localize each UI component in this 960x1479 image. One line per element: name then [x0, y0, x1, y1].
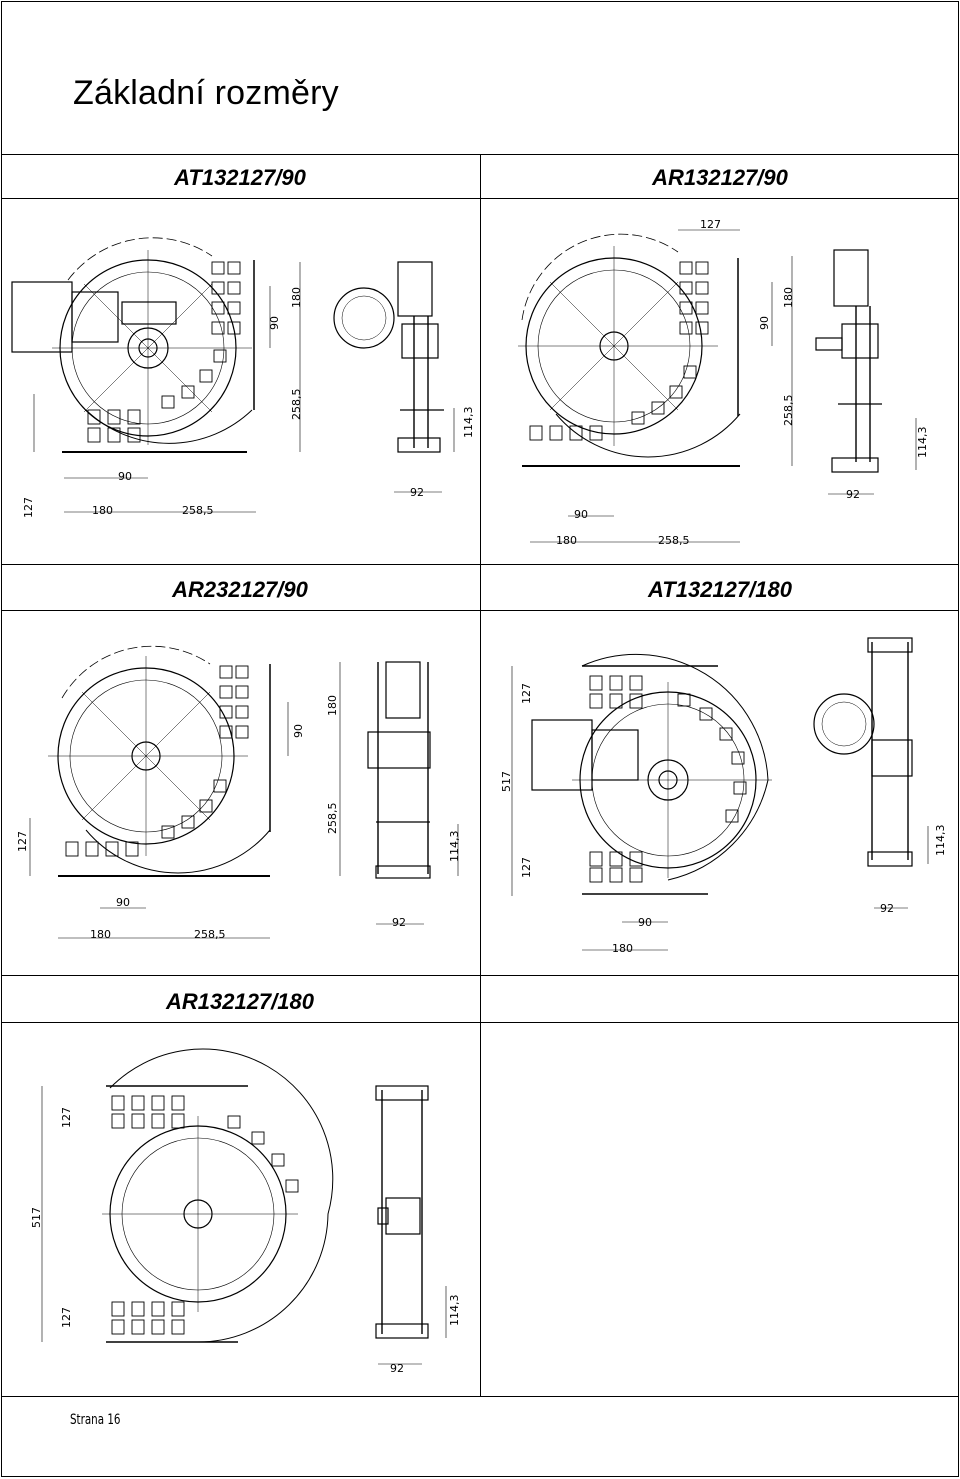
dim-92: 92	[880, 902, 894, 915]
section-label-ar132127-90: AR132127/90	[652, 165, 788, 190]
dim-92: 92	[410, 486, 424, 499]
drawing-at132127-180	[482, 612, 958, 974]
dim-180-vertical: 180	[290, 287, 303, 308]
dim-114-3: 114,3	[448, 830, 461, 862]
dim-127-top: 127	[520, 683, 533, 704]
dim-180-vertical: 180	[326, 695, 339, 716]
dim-127-bottom: 127	[520, 857, 533, 878]
dim-258-5-vertical: 258,5	[290, 388, 303, 420]
dim-90-vertical: 90	[758, 316, 771, 330]
dim-258-5: 258,5	[182, 504, 214, 517]
dim-258-5: 258,5	[658, 534, 690, 547]
dim-92: 92	[392, 916, 406, 929]
dim-90: 90	[118, 470, 132, 483]
dim-127: 127	[22, 497, 35, 518]
section-label-at132127-180: AT132127/180	[648, 577, 792, 602]
page-title: Základní rozměry	[73, 74, 339, 112]
dim-127-top: 127	[60, 1107, 73, 1128]
dim-180: 180	[556, 534, 577, 547]
dim-127-bottom: 127	[60, 1307, 73, 1328]
dim-127: 127	[16, 831, 29, 852]
dim-258-5: 258,5	[194, 928, 226, 941]
section-label-at132127-90: AT132127/90	[174, 165, 306, 190]
drawing-ar132127-180	[2, 1024, 478, 1394]
dim-180: 180	[612, 942, 633, 955]
dim-92: 92	[846, 488, 860, 501]
section-label-ar232127-90: AR232127/90	[172, 577, 308, 602]
dim-258-5-vertical: 258,5	[326, 802, 339, 834]
dim-180: 180	[90, 928, 111, 941]
dim-517: 517	[500, 771, 513, 792]
dim-180-vertical: 180	[782, 287, 795, 308]
dim-127: 127	[700, 218, 721, 231]
dim-90: 90	[574, 508, 588, 521]
dim-90: 90	[638, 916, 652, 929]
dim-90-vertical: 90	[268, 316, 281, 330]
page-footer: Strana 16	[70, 1412, 121, 1428]
drawing-ar132127-90	[482, 200, 958, 562]
dim-90: 90	[116, 896, 130, 909]
dim-114-3: 114,3	[448, 1294, 461, 1326]
drawing-ar232127-90	[2, 612, 478, 974]
column-divider	[480, 154, 481, 976]
dim-114-3: 114,3	[462, 406, 475, 438]
dim-517: 517	[30, 1207, 43, 1228]
dim-90-vertical: 90	[292, 724, 305, 738]
dim-258-5-vertical: 258,5	[782, 394, 795, 426]
column-divider-bottom	[480, 975, 481, 1397]
dim-180: 180	[92, 504, 113, 517]
dim-114-3: 114,3	[934, 824, 947, 856]
drawing-at132127-90	[2, 200, 478, 562]
dim-114-3: 114,3	[916, 426, 929, 458]
dim-92: 92	[390, 1362, 404, 1375]
section-label-ar132127-180: AR132127/180	[165, 989, 314, 1014]
